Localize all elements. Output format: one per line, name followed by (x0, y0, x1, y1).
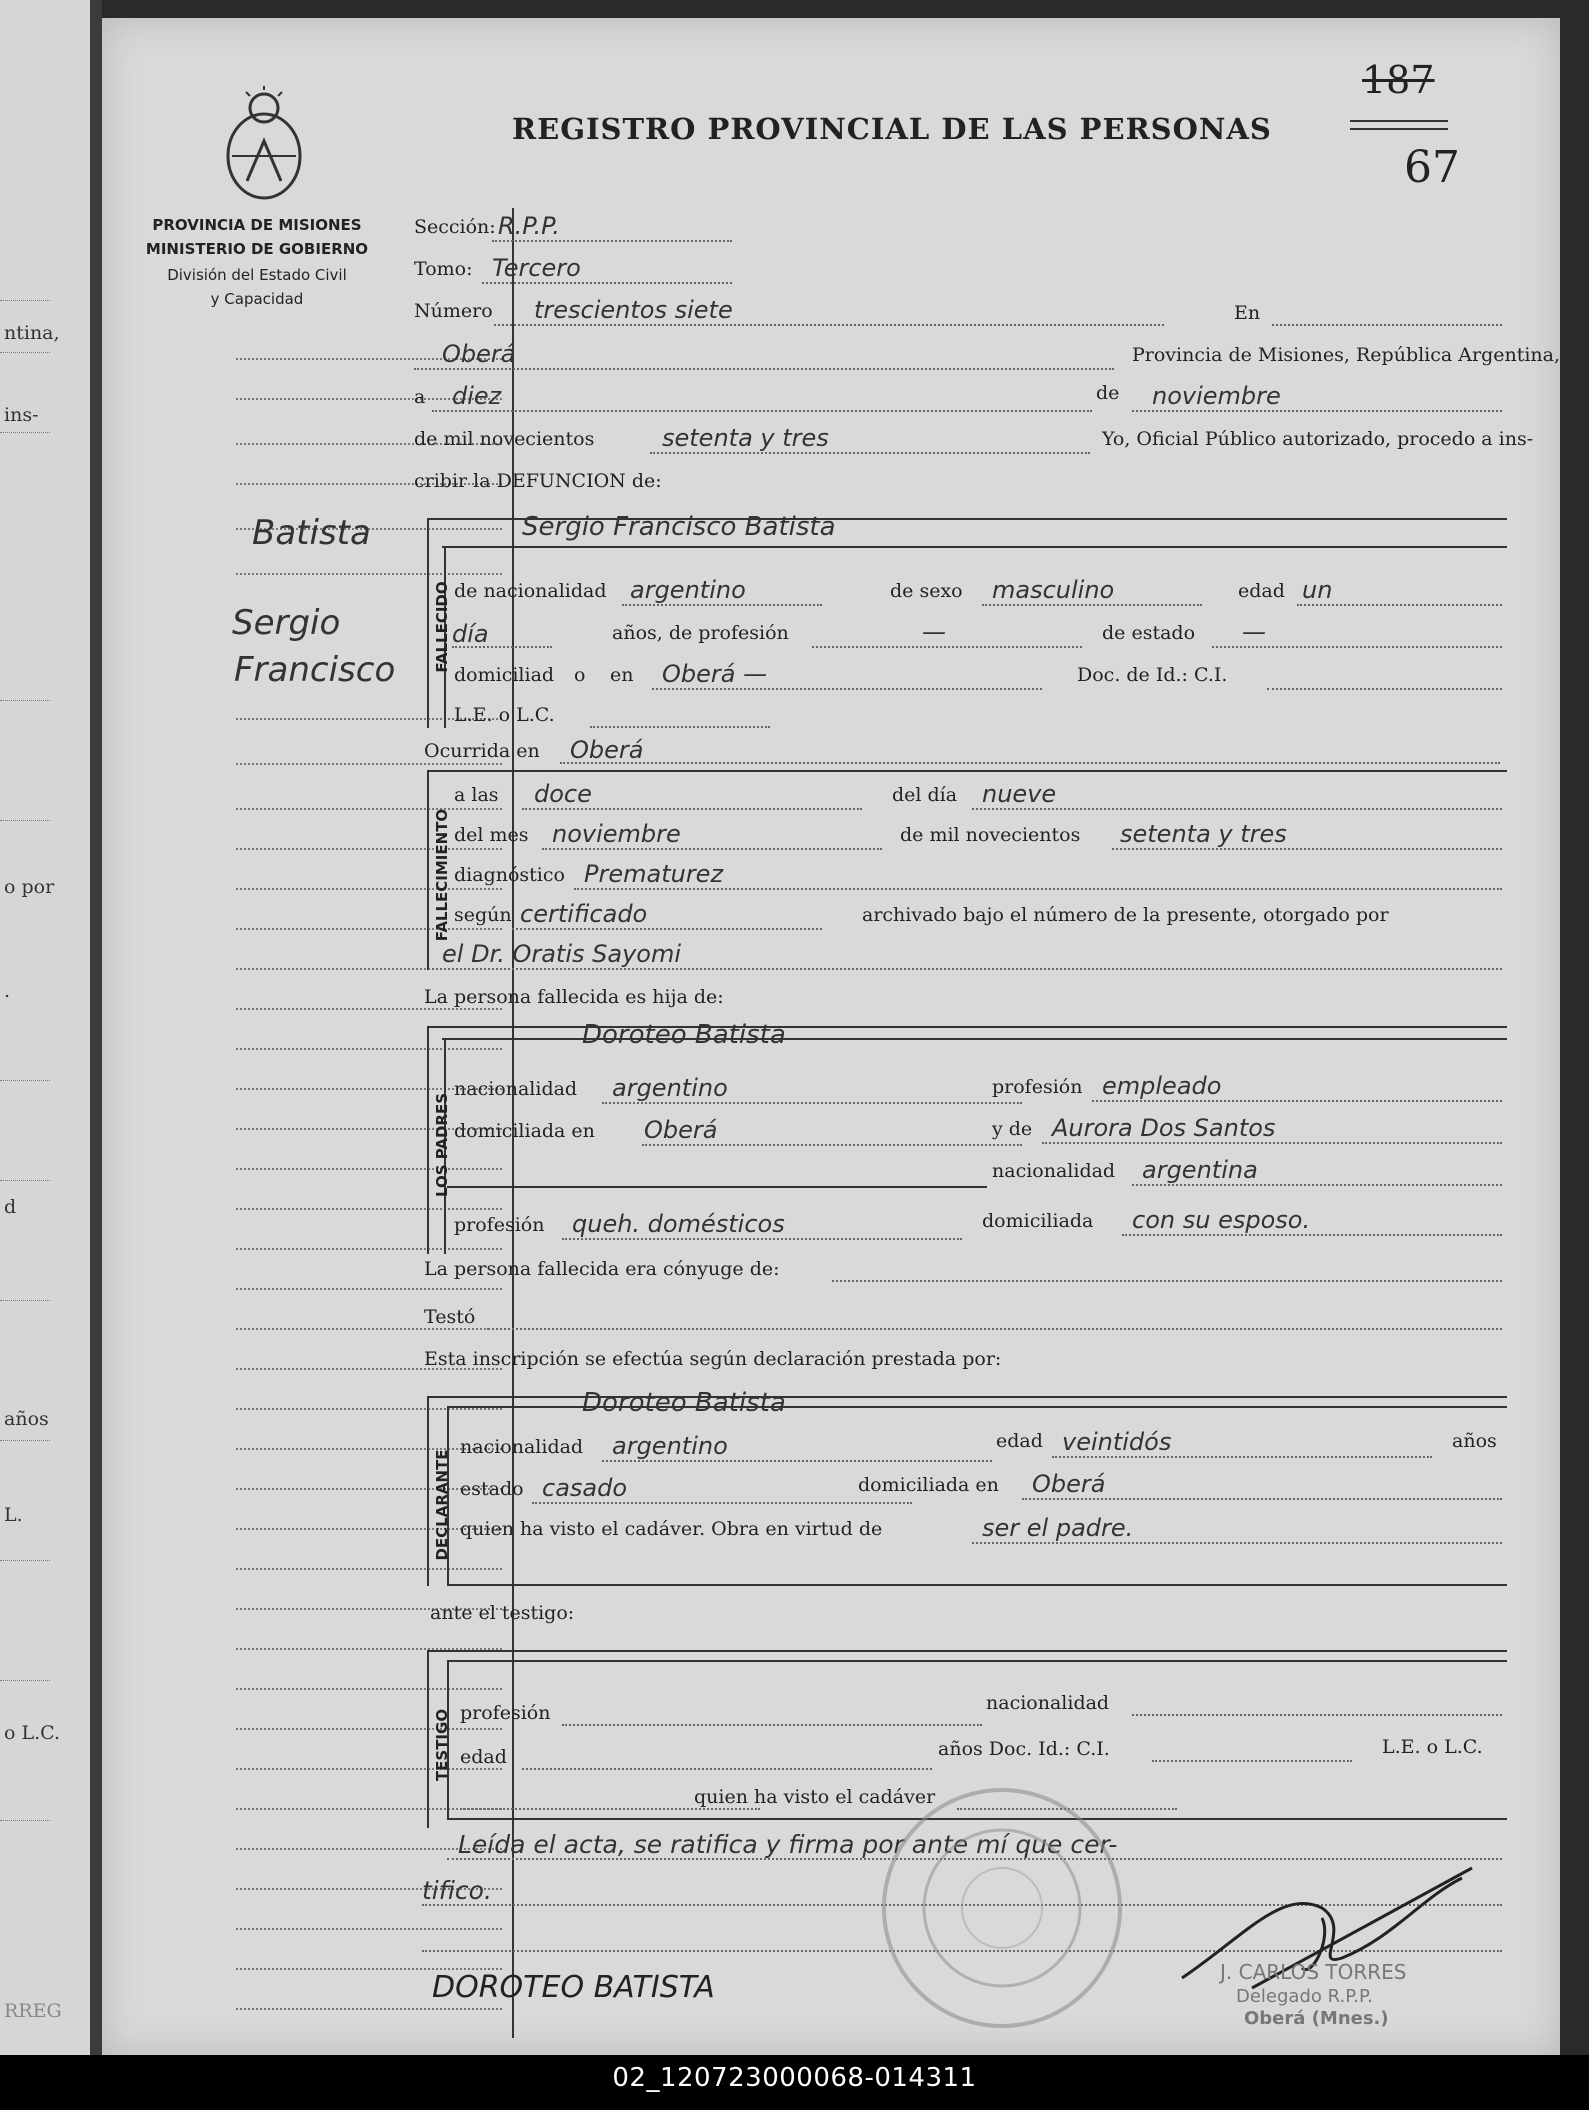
anio-label: de mil novecientos (900, 824, 1081, 846)
coat-of-arms-icon (222, 86, 306, 206)
padre-prof-label: profesión (992, 1076, 1083, 1098)
sexo-value: masculino (992, 576, 1115, 604)
domiciliado-label: domiciliad (454, 664, 555, 686)
folio-struck: 187 (1362, 58, 1435, 102)
sexo-label: de sexo (890, 580, 963, 602)
declarante-estado-value: casado (542, 1474, 628, 1502)
edad-value-continued: día (452, 620, 489, 648)
prev-page-fragment: d (4, 1196, 17, 1218)
padre-prof-value: empleado (1102, 1072, 1222, 1100)
y-de-label: y de (992, 1118, 1033, 1140)
le-lc-label: L.E. o L.C. (454, 704, 555, 726)
prev-page-fragment: RREG (4, 2000, 62, 2022)
numero-value: trescientos siete (534, 296, 733, 324)
domiciliado-suffix: o (574, 664, 586, 686)
official-place: Oberá (Mnes.) (1244, 2008, 1389, 2029)
estado-label: de estado (1102, 622, 1196, 644)
org-province: PROVINCIA DE MISIONES (152, 216, 362, 234)
declaracion-label: Esta inscripción se efectúa según declaración prestada por: (424, 1348, 1002, 1370)
padre-domic-label: domiciliada en (454, 1120, 595, 1142)
org-division-2: y Capacidad (210, 290, 304, 308)
prev-page-fragment: años (4, 1408, 49, 1430)
hora-value: doce (534, 780, 592, 808)
domiciliado-value: Oberá — (662, 660, 768, 688)
declarante-name: Doroteo Batista (582, 1388, 786, 1418)
en-label: En (1234, 302, 1261, 324)
diagnostico-value: Prematurez (584, 860, 724, 888)
tomo-label: Tomo: (414, 258, 473, 280)
declarante-side-label: DECLARANTE (433, 1449, 451, 1561)
padre-nac-label: nacionalidad (454, 1078, 578, 1100)
year-prefix: de mil novecientos (414, 428, 595, 450)
testigo-quien-text: quien ha visto el cadáver (694, 1786, 936, 1808)
dia-label: del día (892, 784, 958, 806)
a-label: a (414, 386, 426, 408)
de-label: de (1096, 382, 1120, 404)
padre-nac-value: argentino (612, 1074, 728, 1102)
madre-prof-label: profesión (454, 1214, 545, 1236)
margin-given-name: Sergio (232, 603, 341, 643)
fallecimiento-side-label: FALLECIMIENTO (433, 808, 451, 942)
place-value: Oberá (442, 340, 516, 368)
day-value: diez (452, 382, 502, 410)
madre-domic-label: domiciliada (982, 1210, 1094, 1232)
prev-page-fragment: o por (4, 876, 55, 898)
declarante-domic-value: Oberá (1032, 1470, 1106, 1498)
madre-prof-value: queh. domésticos (572, 1210, 785, 1238)
org-division: División del Estado Civil (167, 266, 347, 284)
segun-value: certificado (520, 900, 648, 928)
declarante-estado-label: estado (460, 1478, 524, 1500)
official-stamp-icon (872, 1778, 1132, 2038)
archivado-text: archivado bajo el número de la presente, otorgado por (862, 904, 1389, 926)
estado-value: — (1242, 618, 1266, 646)
mes-label: del mes (454, 824, 529, 846)
margin-given-name-2: Francisco (234, 650, 396, 690)
declarante-domic-label: domiciliada en (858, 1474, 999, 1496)
testigo-edad-label: edad (460, 1746, 507, 1768)
previous-page-edge (0, 0, 93, 2055)
folio-number: 67 (1404, 142, 1460, 193)
year-value: setenta y tres (662, 424, 829, 452)
edad-value: un (1302, 576, 1333, 604)
doc-id-label: Doc. de Id.: C.I. (1077, 664, 1228, 686)
padre-domic-value: Oberá (644, 1116, 718, 1144)
declarante-anos-label: años (1452, 1430, 1497, 1452)
diagnostico-label: diagnóstico (454, 864, 565, 886)
anos-profesion-label: años, de profesión (612, 622, 789, 644)
madre-nac-label: nacionalidad (992, 1160, 1116, 1182)
fallecido-side-label: FALLECIDO (433, 581, 451, 673)
declarante-signature: DOROTEO BATISTA (432, 1970, 715, 2005)
prev-page-fragment: L. (4, 1504, 23, 1526)
org-ministry: MINISTERIO DE GOBIERNO (145, 240, 369, 258)
seccion-value: R.P.P. (498, 212, 560, 240)
closing-line-2: tifico. (422, 1876, 492, 1905)
document-sheet (102, 18, 1560, 2055)
official-title: Delegado R.P.P. (1236, 1986, 1373, 2007)
madre-domic-value: con su esposo. (1132, 1206, 1311, 1234)
ocurrida-value: Oberá (570, 736, 644, 764)
conyuge-label: La persona fallecida era cónyuge de: (424, 1258, 780, 1280)
mes-value: noviembre (552, 820, 681, 848)
testigo-anos-doc-label: años Doc. Id.: C.I. (938, 1738, 1110, 1760)
testigo-prof-label: profesión (460, 1702, 551, 1724)
seccion-label: Sección: (414, 216, 496, 238)
prev-page-fragment: ins- (4, 404, 39, 426)
oficial-text: Yo, Oficial Público autorizado, procedo a ins- (1102, 428, 1534, 450)
domiciliado-en-label: en (610, 664, 634, 686)
official-name: J. CARLOS TORRES (1220, 1960, 1407, 1984)
testigo-side-label: TESTIGO (433, 1708, 451, 1782)
document-title: REGISTRO PROVINCIAL DE LAS PERSONAS (512, 112, 1272, 146)
margin-surname: Batista (252, 513, 371, 553)
closing-line-1: Leída el acta, se ratifica y firma por ante mí que cer- (458, 1830, 1118, 1859)
madre-nac-value: argentina (1142, 1156, 1258, 1184)
declarante-nac-value: argentino (612, 1432, 728, 1460)
padre-name: Doroteo Batista (582, 1020, 786, 1050)
nac-label: de nacionalidad (454, 580, 607, 602)
book-binding (90, 0, 102, 2055)
declarante-edad-value: veintidós (1062, 1428, 1172, 1456)
prev-page-fragment: . (4, 980, 11, 1002)
prev-page-fragment: o L.C. (4, 1722, 61, 1744)
padres-side-label: LOS PADRES (433, 1092, 451, 1198)
declarante-quien-text: quien ha visto el cadáver. Obra en virtud de (460, 1518, 883, 1540)
declarante-nac-label: nacionalidad (460, 1436, 584, 1458)
testigo-nac-label: nacionalidad (986, 1692, 1110, 1714)
prev-page-fragment: ntina, (4, 322, 60, 344)
testigo-le-label: L.E. o L.C. (1382, 1736, 1483, 1758)
declarante-virtud-value: ser el padre. (982, 1514, 1134, 1542)
declarante-edad-label: edad (996, 1430, 1043, 1452)
dia-value: nueve (982, 780, 1057, 808)
madre-name: Aurora Dos Santos (1052, 1114, 1276, 1142)
fallecido-name: Sergio Francisco Batista (522, 512, 836, 542)
provincia-text: Provincia de Misiones, República Argentina, (1132, 344, 1561, 366)
anio-value: setenta y tres (1120, 820, 1287, 848)
inscribir-text: cribir la DEFUNCION de: (414, 470, 662, 492)
filename-label: 02_120723000068-014311 (612, 2063, 977, 2093)
testigo-intro: ante el testigo: (430, 1602, 575, 1624)
padres-intro: La persona fallecida es hija de: (424, 986, 724, 1008)
numero-label: Número (414, 300, 493, 322)
ocurrida-label: Ocurrida en (424, 740, 540, 762)
hora-label: a las (454, 784, 499, 806)
edad-label: edad (1238, 580, 1285, 602)
profesion-value: — (922, 618, 946, 646)
testo-label: Testó (424, 1306, 476, 1328)
tomo-value: Tercero (492, 254, 581, 282)
month-value: noviembre (1152, 382, 1281, 410)
segun-label: según (454, 904, 512, 926)
nac-value: argentino (630, 576, 746, 604)
medico-value: el Dr. Oratis Sayomi (442, 940, 682, 968)
